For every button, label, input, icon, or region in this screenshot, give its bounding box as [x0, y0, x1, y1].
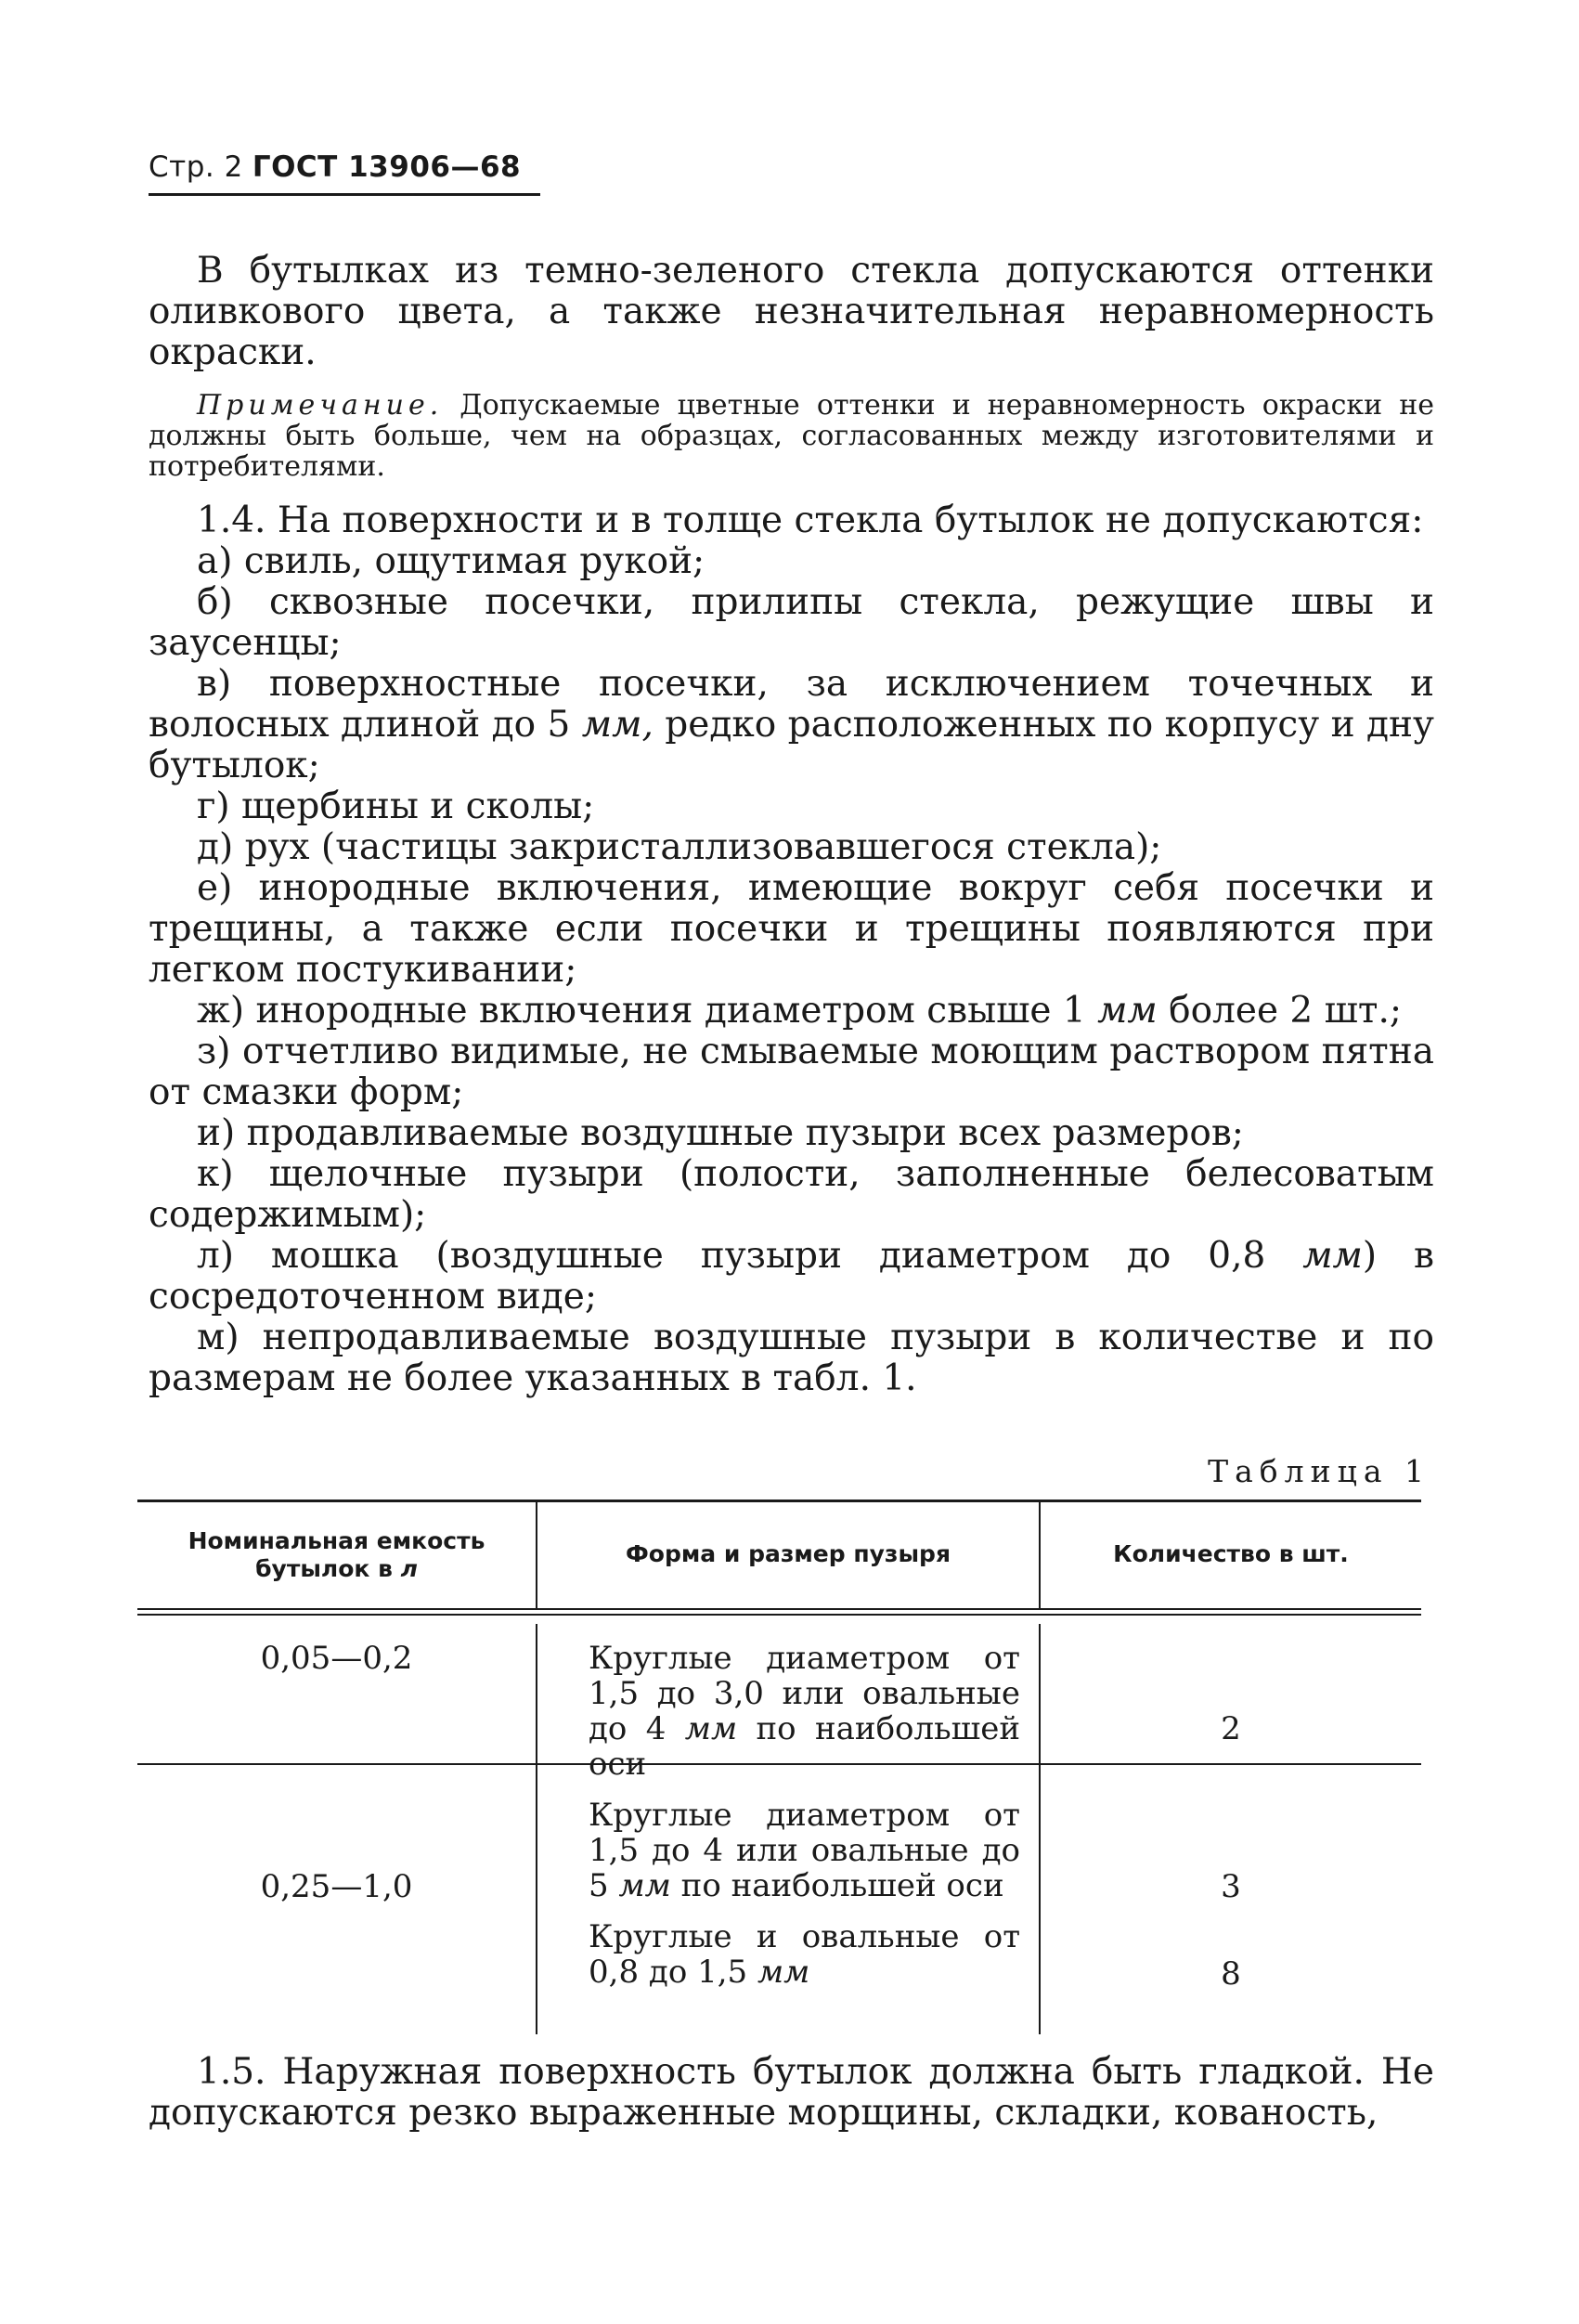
list-item-l-text: л) мошка (воздушные пузыри диаметром до 0,8 [197, 1235, 1303, 1277]
list-item-v [149, 664, 1434, 786]
list-item-l-tail: ) в сосредоточенном виде; [149, 1235, 1434, 1318]
list-item-g: г) щербины и сколы; [197, 785, 595, 827]
unit-mm: мм [1097, 990, 1158, 1032]
list-item-zh [149, 991, 1434, 1032]
row2-shape-line2: 1,5 до 4 или овальные до [589, 1832, 1020, 1869]
header-shape [537, 1540, 1039, 1568]
note [149, 390, 1434, 482]
list-item-d: д) рух (частицы закристаллизовавшегося стекла); [197, 826, 1162, 868]
row2-shape2-line2-text: 0,8 до 1,5 [589, 1954, 757, 1991]
list-item-i: и) продавливаемые воздушные пузыри всех размеров; [197, 1112, 1244, 1154]
unit-mm: мм, [581, 704, 654, 746]
row2-count-2: 8 [1221, 1955, 1241, 1993]
row1-shape-line2: 1,5 до 3,0 или овальные [589, 1675, 1020, 1712]
final-text [149, 2052, 1434, 2134]
row2-shape-2 [589, 1919, 1020, 1990]
row2-shape-line3-tail: по наибольшей оси [670, 1867, 1004, 1904]
row2-shape-line3 [589, 1868, 1020, 1903]
list-item-b: б) сквозные посечки, прилипы стекла, режущие швы и заусенцы; [149, 581, 1434, 664]
list-item-z: з) отчетливо видимые, не смываемые моющим раствором пятна от смазки форм; [149, 1031, 1434, 1113]
unit-mm: мм [684, 1710, 738, 1747]
table-col-rule-1b [536, 1624, 537, 2034]
row1-capacity: 0,05—0,2 [260, 1640, 413, 1677]
note-label: Примечание. [197, 389, 444, 422]
unit-liter: л [400, 1555, 418, 1582]
row1-shape-line1: Круглые диаметром от [589, 1640, 1020, 1677]
list-item-v-tail: редко расположенных по корпусу и дну бутылок; [149, 704, 1434, 786]
list-item-zh-text: ж) инородные включения диаметром свыше 1 [197, 990, 1098, 1032]
row2-shape2-line2 [589, 1954, 1020, 1990]
unit-mm: мм [1302, 1235, 1363, 1277]
list-item-e: е) инородные включения, имеющие вокруг себя посечки и трещины, а также если посечки и трещины появляются при легком постукивании; [149, 867, 1434, 991]
page-number: Стр. 2 [149, 150, 243, 184]
header-capacity [137, 1527, 536, 1583]
body-text [149, 251, 1434, 1399]
note-text: Допускаемые цветные оттенки и неравномерность окраски не должны быть больше, чем на образцах, согласованных между изготовителями и потребителями. [149, 389, 1434, 483]
header-shape-text: Форма и размер пузыря [625, 1540, 951, 1567]
list-item-m: м) непродавливаемые воздушные пузыри в количестве и по размерам не более указанных в табл. 1. [149, 1317, 1434, 1399]
standard-number: ГОСТ 13906—68 [252, 150, 522, 184]
paragraph-color-tints: В бутылках из темно-зеленого стекла допускаются оттенки оливкового цвета, а также незначительная неравномерность окраски. [149, 250, 1434, 373]
paragraph-1-4: 1.4. На поверхности и в толще стекла бутылок не допускаются: [197, 500, 1424, 541]
header-rule [149, 193, 540, 196]
row2-shape-line3-text: 5 [589, 1867, 619, 1904]
list-item-l [149, 1236, 1434, 1318]
page-header [149, 150, 521, 184]
row1-count: 2 [1221, 1710, 1241, 1747]
row1-shape [589, 1641, 1020, 1782]
row2-shape2-line1: Круглые и овальные от [589, 1918, 1020, 1955]
row1-shape-line3-tail: по наибольшей оси [589, 1710, 1021, 1783]
header-count [1041, 1540, 1421, 1568]
header-capacity-line2: бутылок в [255, 1555, 401, 1582]
list-item-a: а) свиль, ощутимая рукой; [197, 540, 705, 582]
row1-shape-line3-text: до 4 [589, 1710, 685, 1747]
list-item-v-text: в) поверхностные посечки, за исключением точечных и волосных длиной до 5 [149, 663, 1434, 746]
row2-shape [589, 1798, 1020, 1903]
list-item-k: к) щелочные пузыри (полости, заполненные белесоватым содержимым); [149, 1153, 1434, 1236]
row1-shape-line3 [589, 1711, 1020, 1782]
row2-shape-line1: Круглые диаметром от [589, 1797, 1020, 1834]
unit-mm: мм [618, 1867, 671, 1904]
table-caption: Таблица 1 [1208, 1453, 1430, 1489]
table-header-rule-2 [137, 1614, 1421, 1616]
row2-capacity: 0,25—1,0 [260, 1868, 413, 1905]
bubbles-table [137, 1500, 1421, 2038]
header-capacity-line1: Номинальная емкость [188, 1527, 485, 1554]
paragraph-1-5: 1.5. Наружная поверхность бутылок должна быть гладкой. Не допускаются резко выраженные морщины, складки, кованость, [149, 2051, 1434, 2134]
unit-mm: мм [757, 1954, 810, 1991]
table-top-rule [137, 1500, 1421, 1502]
table-header-rule [137, 1608, 1421, 1610]
list-item-zh-tail: более 2 шт.; [1157, 990, 1403, 1032]
header-count-text: Количество в шт. [1113, 1540, 1349, 1567]
row2-count: 3 [1221, 1868, 1241, 1905]
